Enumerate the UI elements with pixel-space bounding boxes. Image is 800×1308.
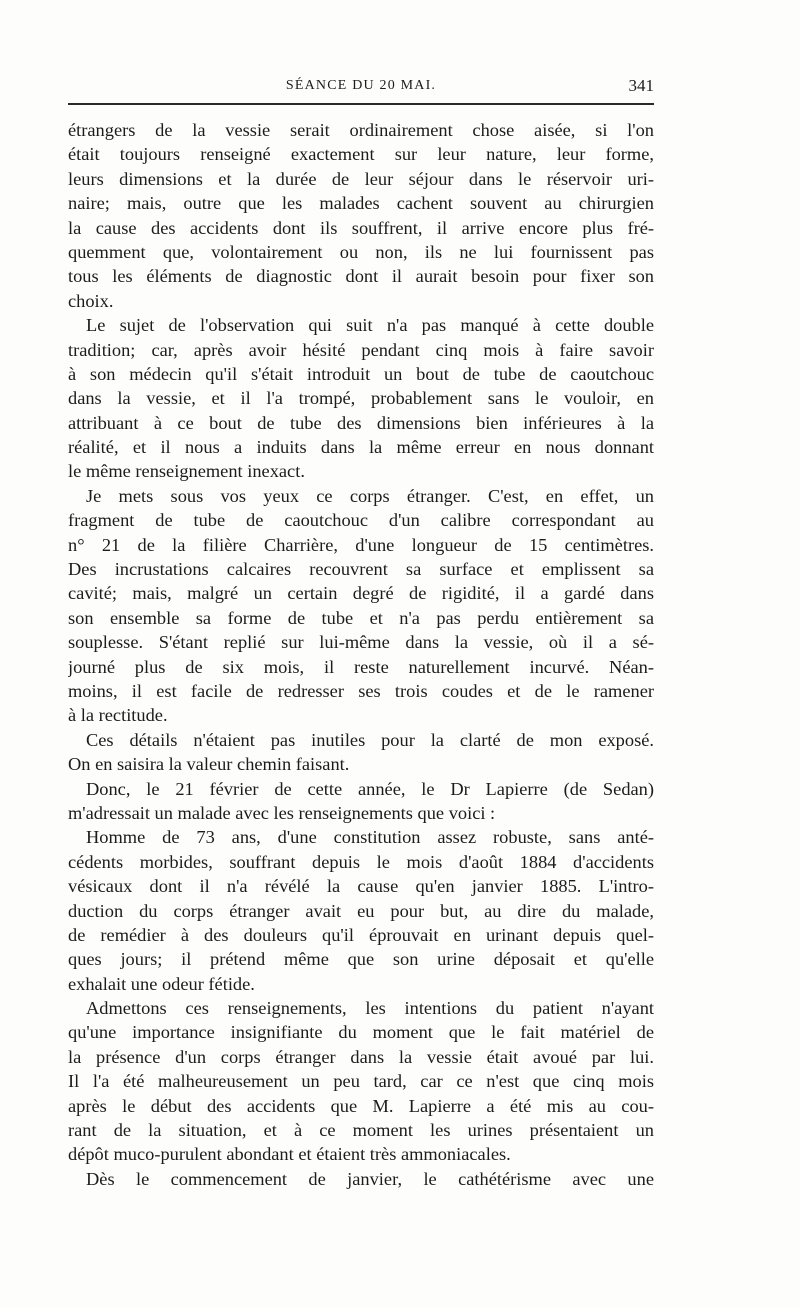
text-line: ques jours; il prétend même que son urine déposait et qu'elle (68, 949, 654, 970)
text-line: cédents morbides, souffrant depuis le mois d'août 1884 d'accidents (68, 851, 654, 872)
text-line: qu'une importance insignifiante du moment que le fait matériel de (68, 1022, 654, 1043)
text-line: après le début des accidents que M. Lapierre a été mis au cou- (68, 1095, 654, 1116)
text-line: Homme de 73 ans, d'une constitution assez robuste, sans anté- (86, 827, 654, 848)
text-line: quemment que, volontairement ou non, ils ne lui fournissent pas (68, 241, 654, 262)
body-text (68, 118, 654, 1191)
text-line: moins, il est facile de redresser ses trois coudes et de le ramener (68, 680, 654, 701)
paragraph (68, 313, 654, 484)
text-line: Admettons ces renseignements, les intentions du patient n'ayant (86, 998, 654, 1019)
text-line: la cause des accidents dont ils souffrent, il arrive encore plus fré- (68, 217, 654, 238)
text-line: journé plus de six mois, il reste naturellement incurvé. Néan- (68, 656, 654, 677)
paragraph (68, 484, 654, 728)
text-line: exhalait une odeur fétide. (68, 973, 255, 994)
paragraph (68, 996, 654, 1167)
text-line: dépôt muco-purulent abondant et étaient très ammoniacales. (68, 1144, 511, 1165)
text-line: naire; mais, outre que les malades cachent souvent au chirurgien (68, 193, 654, 214)
text-line: attribuant à ce bout de tube des dimensions bien inférieures à la (68, 412, 654, 433)
text-line: Dès le commencement de janvier, le cathétérisme avec une (86, 1168, 654, 1189)
text-line: leurs dimensions et la durée de leur séjour dans le réservoir uri- (68, 168, 654, 189)
text-line: tradition; car, après avoir hésité pendant cinq mois à faire savoir (68, 339, 654, 360)
text-line: On en saisira la valeur chemin faisant. (68, 754, 350, 775)
paragraph (68, 777, 654, 826)
text-line: le même renseignement inexact. (68, 461, 305, 482)
text-line: vésicaux dont il n'a révélé la cause qu'en janvier 1885. L'intro- (68, 876, 654, 897)
text-line: Des incrustations calcaires recouvrent sa surface et emplissent sa (68, 559, 654, 580)
page-number: 341 (628, 76, 654, 95)
text-line: rant de la situation, et à ce moment les urines présentaient un (68, 1120, 654, 1141)
header-rule (68, 103, 654, 105)
text-line: choix. (68, 290, 114, 311)
paragraph (68, 728, 654, 777)
text-line: son ensemble sa forme de tube et n'a pas perdu entièrement sa (68, 607, 654, 628)
text-line: à la rectitude. (68, 705, 168, 726)
text-line: Il l'a été malheureusement un peu tard, car ce n'est que cinq mois (68, 1071, 654, 1092)
text-line: tous les éléments de diagnostic dont il aurait besoin pour fixer son (68, 266, 654, 287)
paragraph (68, 118, 654, 313)
text-line: Donc, le 21 février de cette année, le Dr Lapierre (de Sedan) (86, 778, 654, 799)
text-line: étrangers de la vessie serait ordinairement chose aisée, si l'on (68, 120, 654, 140)
running-head (68, 72, 654, 98)
paragraph (68, 1167, 654, 1191)
text-line: cavité; mais, malgré un certain degré de rigidité, il a gardé dans (68, 583, 654, 604)
text-line: la présence d'un corps étranger dans la vessie était avoué par lui. (68, 1046, 654, 1067)
text-line: de remédier à des douleurs qu'il éprouvait en urinant depuis quel- (68, 924, 654, 945)
paragraph (68, 825, 654, 996)
text-line: était toujours renseigné exactement sur leur nature, leur forme, (68, 144, 654, 165)
text-line: Le sujet de l'observation qui suit n'a pas manqué à cette double (86, 315, 654, 336)
text-line: à son médecin qu'il s'était introduit un bout de tube de caoutchouc (68, 363, 654, 384)
text-line: réalité, et il nous a induits dans la même erreur en nous donnant (68, 437, 654, 458)
text-line: Je mets sous vos yeux ce corps étranger. C'est, en effet, un (86, 485, 654, 506)
text-line: duction du corps étranger avait eu pour but, au dire du malade, (68, 900, 654, 921)
running-title: SÉANCE DU 20 MAI. (285, 78, 437, 93)
text-line: n° 21 de la filière Charrière, d'une longueur de 15 centimètres. (68, 534, 654, 555)
text-line: dans la vessie, et il l'a trompé, probablement sans le vouloir, en (68, 388, 654, 409)
text-line: Ces détails n'étaient pas inutiles pour la clarté de mon exposé. (86, 729, 654, 750)
text-line: fragment de tube de caoutchouc d'un calibre correspondant au (68, 510, 654, 531)
text-line: m'adressait un malade avec les renseignements que voici : (68, 802, 496, 823)
text-line: souplesse. S'étant replié sur lui-même dans la vessie, où il a sé- (68, 632, 654, 653)
